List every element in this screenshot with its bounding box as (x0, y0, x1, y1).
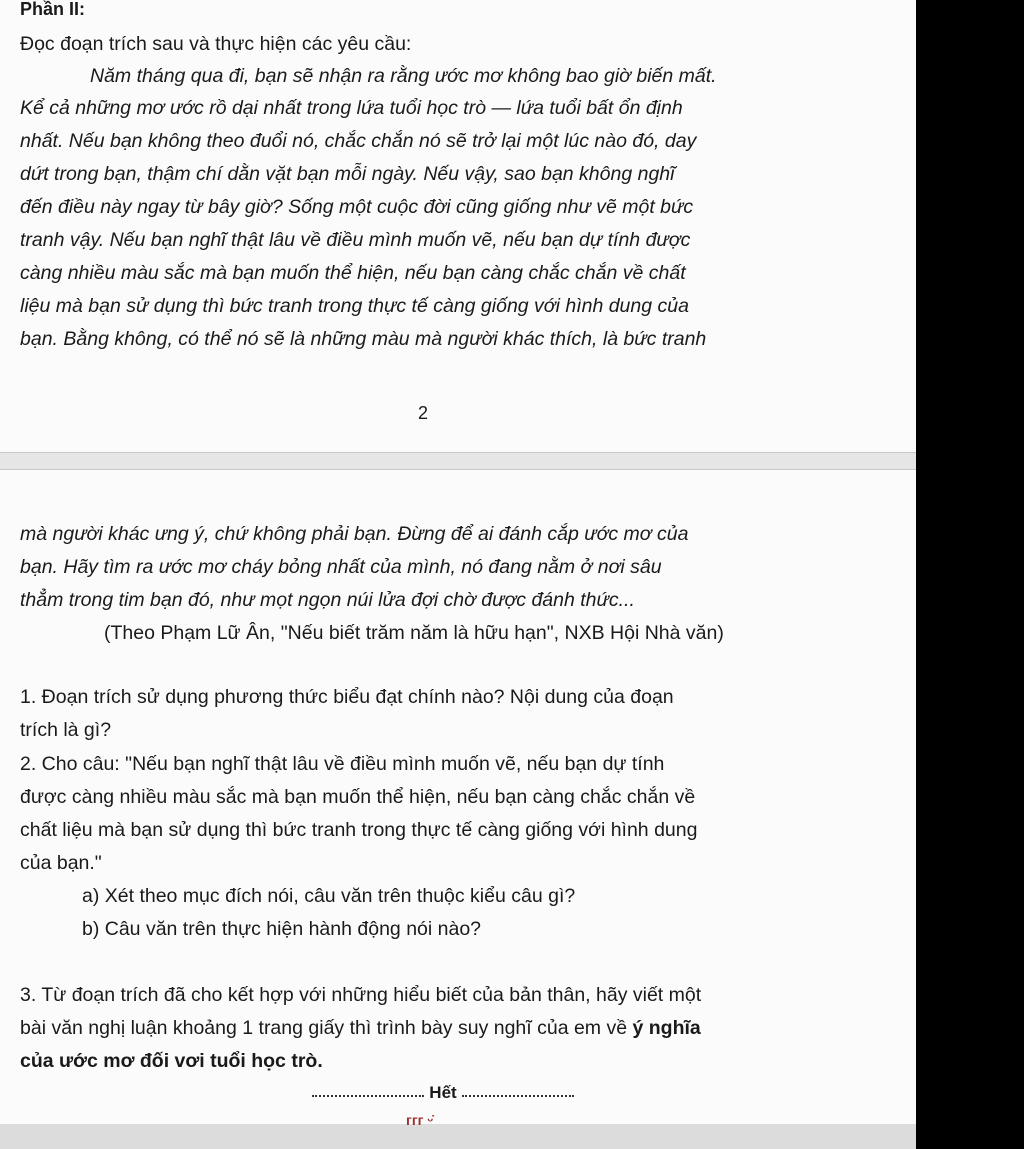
question-3-line (20, 1016, 701, 1040)
page-separator (0, 452, 916, 470)
passage-line: mà người khác ưng ý, chứ không phải bạn. Đừng để ai đánh cắp ước mơ của (20, 523, 689, 545)
passage-line: nhất. Nếu bạn không theo đuổi nó, chắc chắn nó sẽ trở lại một lúc nào đó, day (20, 130, 697, 152)
question-3-text: bài văn nghị luận khoảng 1 trang giấy thì trình bày suy nghĩ của em về (20, 1017, 628, 1039)
question-1-line: trích là gì? (20, 719, 112, 741)
question-2-line: chất liệu mà bạn sử dụng thì bức tranh trong thực tế càng giống với hình dung (20, 819, 698, 841)
section-title: Phần II: (20, 0, 86, 19)
instruction: Đọc đoạn trích sau và thực hiện các yêu cầu: (20, 33, 412, 55)
end-marker (312, 1083, 574, 1103)
question-2b: b) Câu văn trên thực hiện hành động nói nào? (82, 918, 482, 940)
question-1-line: 1. Đoạn trích sử dụng phương thức biểu đạt chính nào? Nội dung của đoạn (20, 686, 674, 708)
question-3-emphasis: ý nghĩa (632, 1017, 701, 1039)
question-2-line: được càng nhiều màu sắc mà bạn muốn thể hiện, nếu bạn càng chắc chắn về (20, 786, 696, 808)
passage-line: Năm tháng qua đi, bạn sẽ nhận ra rằng ước mơ không bao giờ biến mất. (90, 65, 717, 87)
passage-line: liệu mà bạn sử dụng thì bức tranh trong thực tế càng giống với hình dung của (20, 295, 689, 317)
passage-line: tranh vậy. Nếu bạn nghĩ thật lâu về điều mình muốn vẽ, nếu bạn dự tính được (20, 229, 691, 251)
question-3-line-bold: của ước mơ đối vơi tuổi học trò. (20, 1050, 323, 1072)
cut-off-text: ᴦᴦᴦ ᵕ̇ (406, 1112, 434, 1128)
passage-line: dứt trong bạn, thậm chí dằn vặt bạn mỗi ngày. Nếu vậy, sao bạn không nghĩ (20, 163, 675, 185)
question-2-line: 2. Cho câu: "Nếu bạn nghĩ thật lâu về điều mình muốn vẽ, nếu bạn dự tính (20, 753, 665, 775)
source-citation: (Theo Phạm Lữ Ân, "Nếu biết trăm năm là hữu hạn", NXB Hội Nhà văn) (104, 622, 724, 644)
page-number: 2 (417, 403, 428, 423)
passage-line: đến điều này ngay từ bây giờ? Sống một cuộc đời cũng giống như vẽ một bức (20, 196, 694, 218)
bottom-strip (0, 1124, 916, 1149)
passage-line: bạn. Bằng không, có thể nó sẽ là những màu mà người khác thích, là bức tranh (20, 328, 707, 350)
end-marker-text: Hết (429, 1083, 457, 1102)
passage-line: càng nhiều màu sắc mà bạn muốn thể hiện, nếu bạn càng chắc chắn về chất (20, 262, 686, 284)
question-2-line: của bạn." (20, 852, 102, 874)
passage-line: Kể cả những mơ ước rồ dại nhất trong lứa tuổi học trò — lứa tuổi bất ổn định (20, 97, 683, 119)
passage-line: thẳm trong tim bạn đó, như mọt ngọn núi lửa đợi chờ được đánh thức... (20, 589, 635, 611)
passage-line: bạn. Hãy tìm ra ước mơ cháy bỏng nhất của mình, nó đang nằm ở nơi sâu (20, 556, 662, 578)
question-2a: a) Xét theo mục đích nói, câu văn trên thuộc kiểu câu gì? (82, 885, 576, 907)
question-3-line: 3. Từ đoạn trích đã cho kết hợp với những hiểu biết của bản thân, hãy viết một (20, 984, 702, 1006)
